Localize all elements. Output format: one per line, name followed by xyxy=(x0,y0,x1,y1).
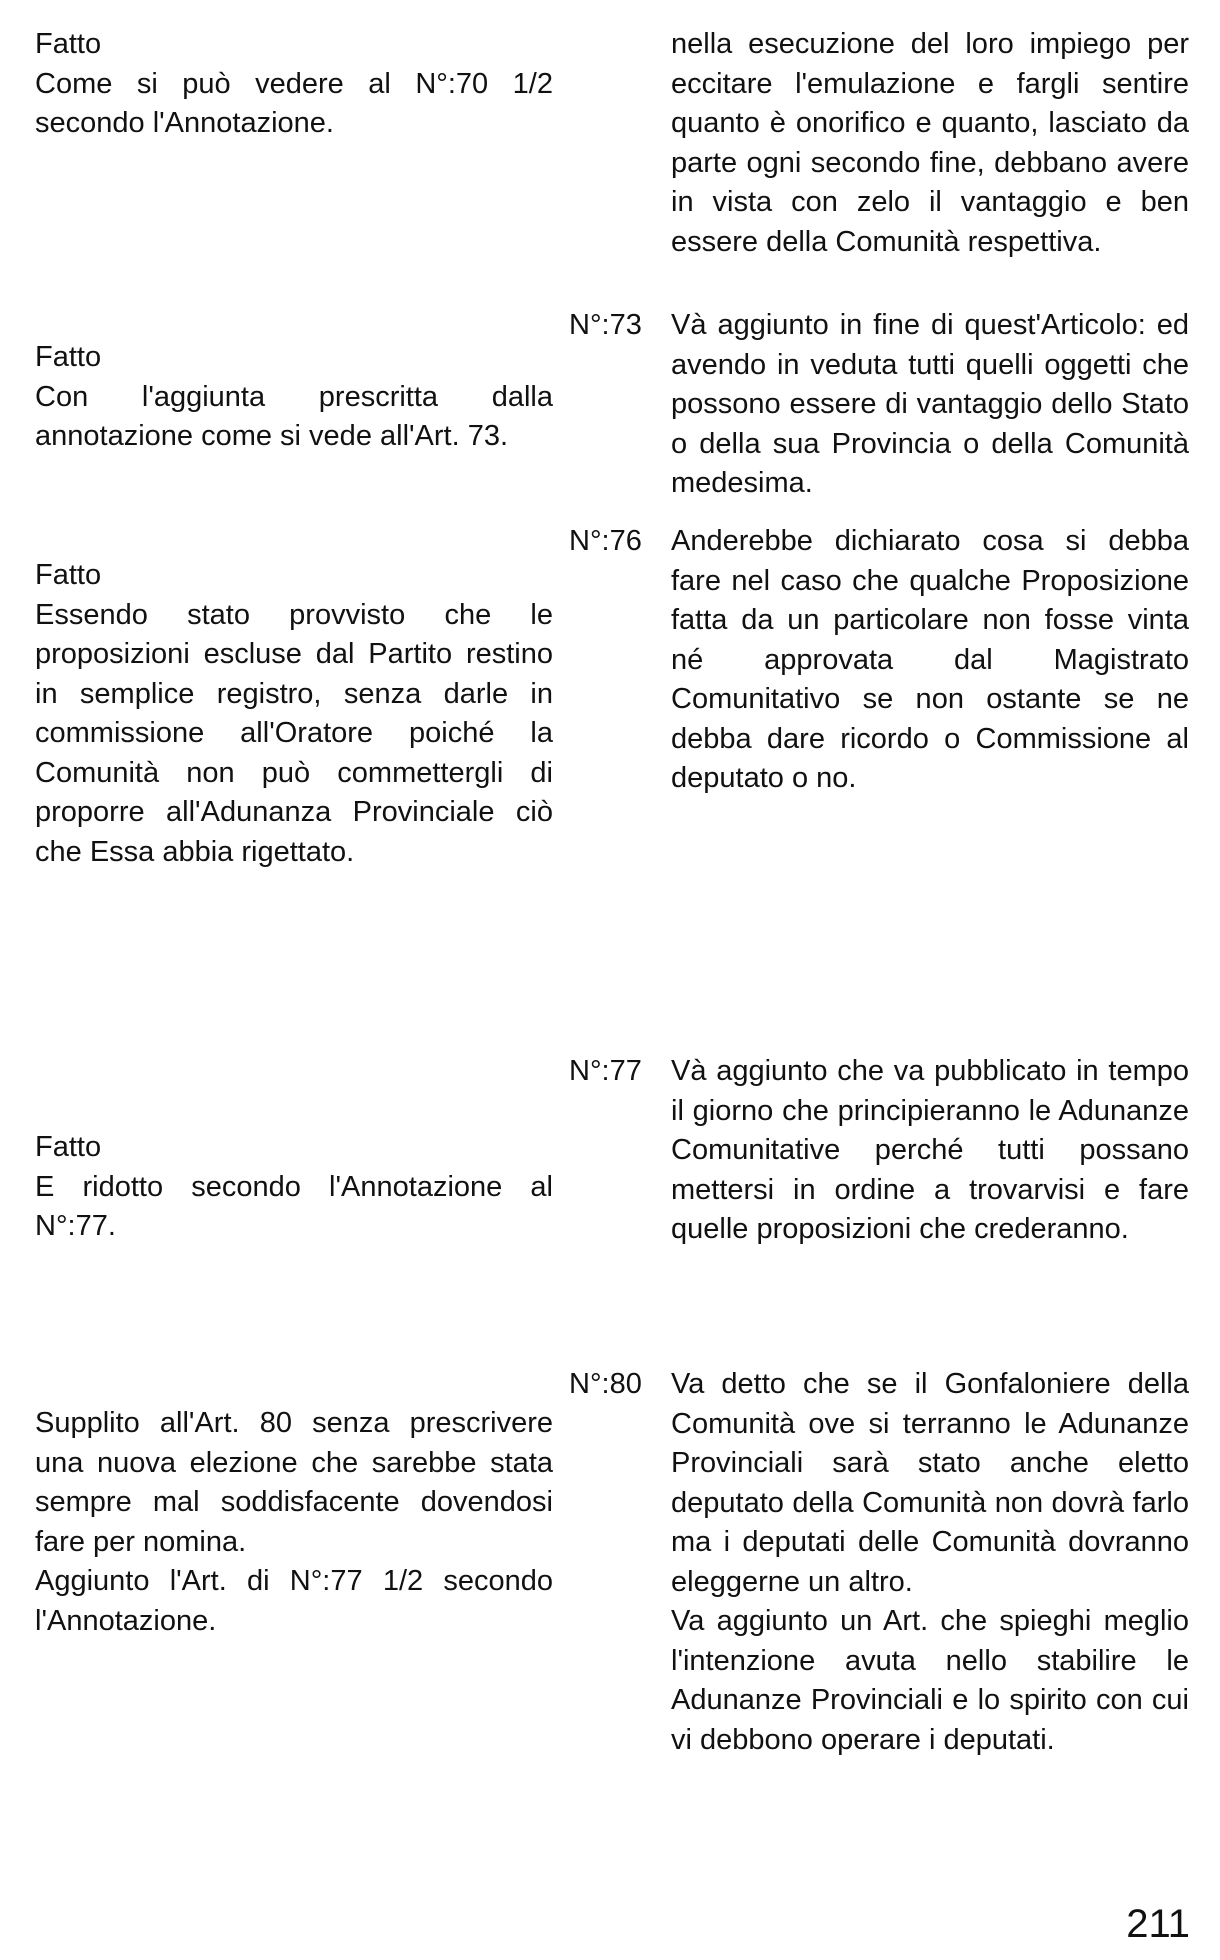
left-note-5 xyxy=(35,1404,553,1641)
right-text-2 xyxy=(671,306,1189,504)
note-heading: Fatto xyxy=(35,28,102,60)
note-heading: Fatto xyxy=(35,341,102,373)
article-text: Anderebbe dichiarato cosa si debba fare nel caso che qualche Proposizione fatta da un particolare non fosse vinta né approvata dal Magistrato Comunitativo se non ostante se ne debba dare ricordo o Commissione al deputato o no. xyxy=(671,525,1189,794)
article-text: Và aggiunto che va pubblicato in tempo il giorno che principieranno le Adunanze Comunitative perché tutti possano mettersi in ordine a trovarvisi e fare quelle proposizioni che crederanno. xyxy=(671,1055,1189,1245)
article-number-76: N°:76 xyxy=(569,525,642,557)
left-note-3 xyxy=(35,556,553,872)
note-heading: Fatto xyxy=(35,559,102,591)
note-text: Come si può vedere al N°:70 1/2 secondo l'Annotazione. xyxy=(35,67,553,139)
article-text: Va aggiunto un Art. che spieghi meglio l'intenzione avuta nello stabilire le Adunanze Provinciali e lo spirito con cui vi debbono operare i deputati. xyxy=(671,1605,1189,1756)
right-text-3 xyxy=(671,522,1189,799)
left-note-2 xyxy=(35,338,553,457)
left-note-4 xyxy=(35,1128,553,1247)
note-text: E ridotto secondo l'Annotazione al N°:77. xyxy=(35,1170,553,1242)
note-text: Supplito all'Art. 80 senza prescrivere una nuova elezione che sarebbe stata sempre mal soddisfacente dovendosi fare per nomina. xyxy=(35,1407,553,1558)
right-text-5 xyxy=(671,1365,1189,1760)
article-number-73: N°:73 xyxy=(569,309,642,341)
page-number: 211 xyxy=(1126,1902,1190,1946)
article-number-80: N°:80 xyxy=(569,1368,642,1400)
note-text: Essendo stato provvisto che le proposizioni escluse dal Partito restino in semplice registro, senza darle in commissione all'Oratore poiché la Comunità non può commettergli di proporre all'Adunanza Provinciale ciò che Essa abbia rigettato. xyxy=(35,598,553,868)
note-heading: Fatto xyxy=(35,1131,102,1163)
note-text: Con l'aggiunta prescritta dalla annotazione come si vede all'Art. 73. xyxy=(35,380,553,452)
note-text: Aggiunto l'Art. di N°:77 1/2 secondo l'Annotazione. xyxy=(35,1565,553,1637)
article-text: Và aggiunto in fine di quest'Articolo: ed avendo in veduta tutti quelli oggetti che possono essere di vantaggio dello Stato o della sua Provincia o della Comunità medesima. xyxy=(671,309,1189,499)
left-note-1 xyxy=(35,25,553,144)
right-text-4 xyxy=(671,1052,1189,1250)
article-number-77: N°:77 xyxy=(569,1055,642,1087)
article-text: Va detto che se il Gonfaloniere della Comunità ove si terranno le Adunanze Provinciali sarà stato anche eletto deputato della Comunità non dovrà farlo ma i deputati delle Comunità dovranno eleggerne un altro. xyxy=(671,1368,1189,1598)
article-text: nella esecuzione del loro impiego per eccitare l'emulazione e fargli sentire quanto è onorifico e quanto, lasciato da parte ogni secondo fine, debbano avere in vista con zelo il vantaggio e ben essere della Comunità respettiva. xyxy=(671,28,1189,258)
right-text-1 xyxy=(671,25,1189,262)
